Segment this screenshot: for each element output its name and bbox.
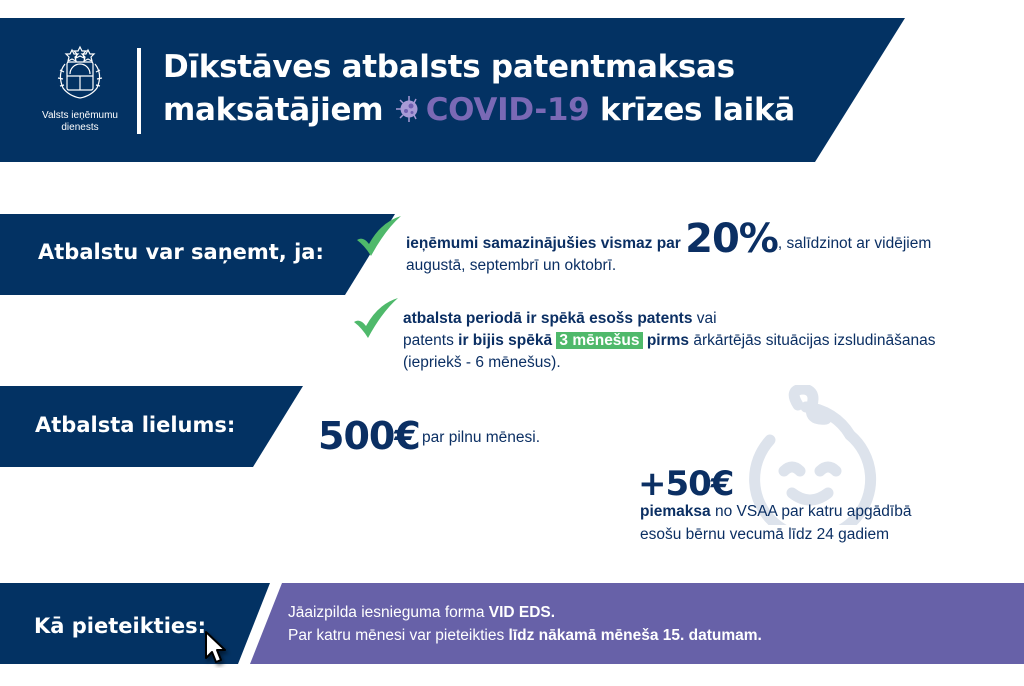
eligibility-label: Atbalstu var saņemt, ja: — [38, 240, 324, 264]
condition-1-percent: 20% — [685, 216, 778, 262]
coronavirus-icon — [394, 94, 424, 124]
coat-of-arms-icon — [50, 44, 110, 104]
mouse-cursor-icon — [203, 630, 235, 668]
condition-2-line2-suffix: ārkārtējās situācijas izsludināšanas — [689, 332, 936, 349]
condition-1-after: , salīdzinot ar vidējiem — [777, 235, 932, 252]
checkmark-icon — [352, 296, 400, 340]
page-title — [163, 46, 795, 132]
amount-value: 500€ — [318, 414, 420, 458]
condition-2-after: vai — [692, 310, 717, 327]
condition-2-line2-bold: ir bijis spēkā — [458, 332, 553, 349]
condition-1-bold: ieņēmumi samazinājušies vismaz par — [406, 235, 681, 252]
logo-text-line1: Valsts ieņēmumu — [42, 110, 118, 121]
bonus-line2: esošu bērnu vecumā līdz 24 gadiem — [640, 526, 890, 543]
vid-logo — [30, 44, 130, 134]
apply-line1-prefix: Jāaizpilda iesnieguma forma — [288, 604, 489, 621]
apply-line2-prefix: Par katru mēnesi var pieteikties — [288, 627, 509, 644]
bonus-line1: no VSAA par katru apgādībā — [710, 503, 912, 520]
condition-2-line2-prefix: patents — [403, 332, 459, 349]
header-divider — [137, 48, 141, 134]
bonus-value: +50€ — [638, 464, 734, 504]
condition-2 — [403, 308, 935, 374]
title-line1: Dīkstāves atbalsts patentmaksas — [163, 49, 735, 85]
logo-text-line2: dienests — [61, 122, 99, 133]
apply-label: Kā pieteikties: — [34, 614, 207, 638]
checkmark-icon — [355, 214, 403, 258]
apply-line2-bold: līdz nākamā mēneša 15. datumam. — [508, 627, 762, 644]
amount-text: par pilnu mēnesi. — [422, 429, 541, 446]
condition-1-line2: augustā, septembrī un oktobrī. — [406, 257, 617, 274]
bonus-text — [640, 500, 911, 546]
covid-highlight: COVID-19 — [425, 92, 590, 128]
condition-2-line3: (iepriekš - 6 mēnešus). — [403, 354, 561, 371]
title-line2-suffix: krīzes laikā — [599, 92, 795, 128]
condition-2-line2-bold2: pirms — [646, 332, 690, 349]
apply-line1-bold: VID EDS. — [488, 604, 556, 621]
title-line2-prefix: maksātājiem — [163, 92, 384, 128]
title-line2 — [163, 89, 795, 132]
amount-label: Atbalsta lielums: — [35, 413, 236, 437]
apply-text — [288, 601, 762, 647]
condition-2-highlight: 3 mēnešus — [556, 332, 642, 349]
bonus-bold: piemaksa — [640, 503, 711, 520]
condition-1 — [406, 216, 932, 277]
condition-2-bold: atbalsta periodā ir spēkā esošs patents — [403, 310, 693, 327]
